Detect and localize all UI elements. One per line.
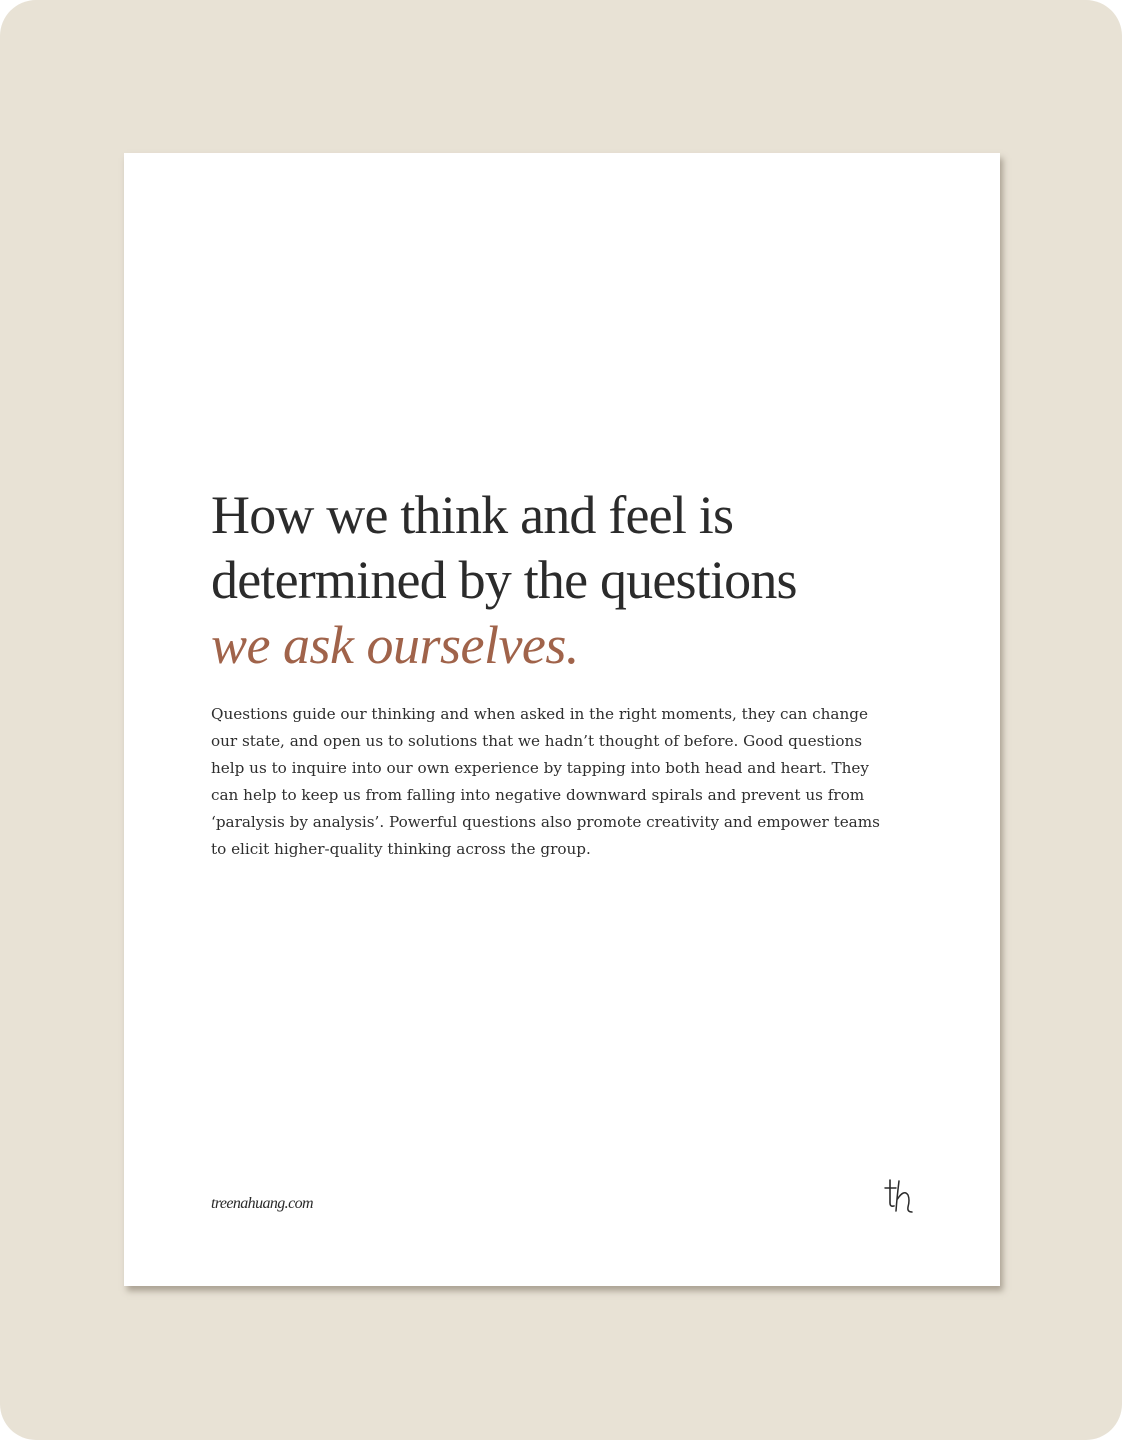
body-line-1: Questions guide our thinking and when asked in the right moments, they can change bbox=[211, 705, 868, 723]
body-line-6: to elicit higher-quality thinking across the group. bbox=[211, 840, 591, 858]
body-paragraph bbox=[211, 701, 911, 863]
body-line-5: ‘paralysis by analysis’. Powerful questions also promote creativity and empower teams bbox=[211, 813, 880, 831]
body-line-4: can help to keep us from falling into negative downward spirals and prevent us from bbox=[211, 786, 865, 804]
heading-accent: we ask ourselves. bbox=[211, 615, 579, 675]
heading-line-1: How we think and feel is bbox=[211, 485, 734, 545]
body-line-3: help us to inquire into our own experience by tapping into both head and heart. They bbox=[211, 759, 869, 777]
heading-line-2: determined by the questions bbox=[211, 550, 797, 610]
page-heading bbox=[211, 483, 931, 678]
body-line-2: our state, and open us to solutions that we hadn’t thought of before. Good questions bbox=[211, 732, 863, 750]
monogram-logo-icon bbox=[880, 1175, 920, 1219]
footer-url[interactable]: treenahuang.com bbox=[211, 1195, 313, 1212]
document-page bbox=[124, 153, 1000, 1286]
